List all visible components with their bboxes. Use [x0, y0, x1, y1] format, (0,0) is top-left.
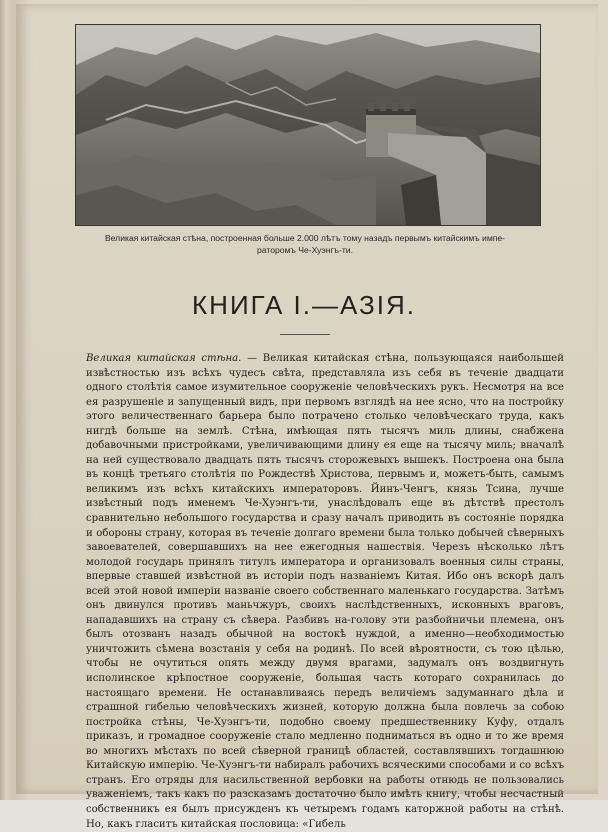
- title-divider: [280, 334, 330, 335]
- caption-line-2: раторомъ Че-Хуэнгъ-ти.: [257, 245, 353, 255]
- chapter-title: КНИГА I.—АЗІЯ.: [192, 290, 416, 320]
- body-paragraph: [86, 352, 564, 832]
- great-wall-illustration: [76, 25, 540, 225]
- lead-phrase: Великая китайская стѣна.: [86, 353, 242, 364]
- caption-line-1: Великая китайская стѣна, построенная больше 2.000 лѣтъ тому назадъ первымъ китайскимъ импе-: [104, 233, 506, 243]
- photo-caption: [72, 232, 538, 256]
- paragraph-text: — Великая китайская стѣна, пользующаяся наибольшей извѣстностью изъ всѣхъ чудесъ свѣта, представляла изъ себя въ теченіе двадцати одного столѣтія самое изумительное сооруженіе человѣческихъ рукъ. Несмотря на все ея разрушеніе и запущенный видъ, при первомъ взглядѣ на нее ясно, что на постройку этого величественнаго барьера было потрачено столько человѣческаго труда, какъ нигдѣ больше на землѣ. Стѣна, имѣющая пять тысячъ миль длины, снабжена добавочными пристройками, увеличивающими длину ея еще на тысячу миль; вначалѣ на ней существовало двадцать пять тысячъ сторожевыхъ вышекъ. Построена она была въ концѣ третьяго столѣтія по Рождествѣ Христова, первымъ и, можетъ-быть, самымъ великимъ изъ всѣхъ китайскихъ императоровъ. Йинъ-Ченгъ, князь Тсина, лучше извѣстный подъ именемъ Че-Хуэнгъ-ти, унаслѣдовалъ еще въ дѣтствѣ престолъ сравнительно небольшого государства и сразу началъ приводить въ состояніе порядка и обороны страну, которая въ теченіе долгаго времени была только добычей сѣверныхъ завоевателей, совершавшихъ на нее ежегодныя нашествія. Черезъ нѣсколько лѣтъ молодой государь принялъ титулъ императора и организовалъ военныя силы страны, впервые ставшей извѣстной въ исторіи подъ названіемъ Китая. Ибо онъ вскорѣ далъ всей этой новой имперіи названіе своего собственнаго маленькаго государства. Затѣмъ онъ двинулся противъ маньчжуръ, своихъ наслѣдственныхъ, исконныхъ враговъ, нападавшихъ на страну съ сѣвера. Разбивъ на-голову эти разбойничьи племена, онъ былъ отозванъ назадъ обычной на востокѣ нуждой, а именно—необходимостью уничтожить сѣмена возстанія у себя на родинѣ. По всей вѣроятности, съ тою цѣлью, чтобы не очутиться опять между двумя врагами, задумалъ онъ воздвигнуть исполинское крѣпостное сооруженіе, большая часть котораго сохранилась до настоящаго времени. Не останавливаясь передъ величіемъ задуманнаго дѣла и страшной гибелью человѣческихъ жизней, которую должна была повлечь за собою постройка стѣны, Че-Хуэнгъ-ти, подобно своему предшественнику Куфу, отдалъ приказъ, и громадное сооруженіе стало медленно подниматься въ одно и то же время во многихъ мѣстахъ по всей сѣверной границѣ областей, составлявшихъ тогдашнюю Китайскую имперію. Че-Хуэнгъ-ти набиралъ рабочихъ всяческими способами и со всѣхъ странъ. Его отряды для насильственной вербовки на работы отнюдь не пользовались уваженіемъ, такъ какъ по разсказамъ достаточно было имѣть книгу, чтобы несчастный собственникъ ея былъ присужденъ къ четыремъ годамъ каторжной работы на стѣнѣ. Но, какъ гласитъ китайская пословица: «Гибель: [86, 353, 564, 830]
- body-text: [86, 352, 564, 832]
- great-wall-photo: [75, 24, 541, 226]
